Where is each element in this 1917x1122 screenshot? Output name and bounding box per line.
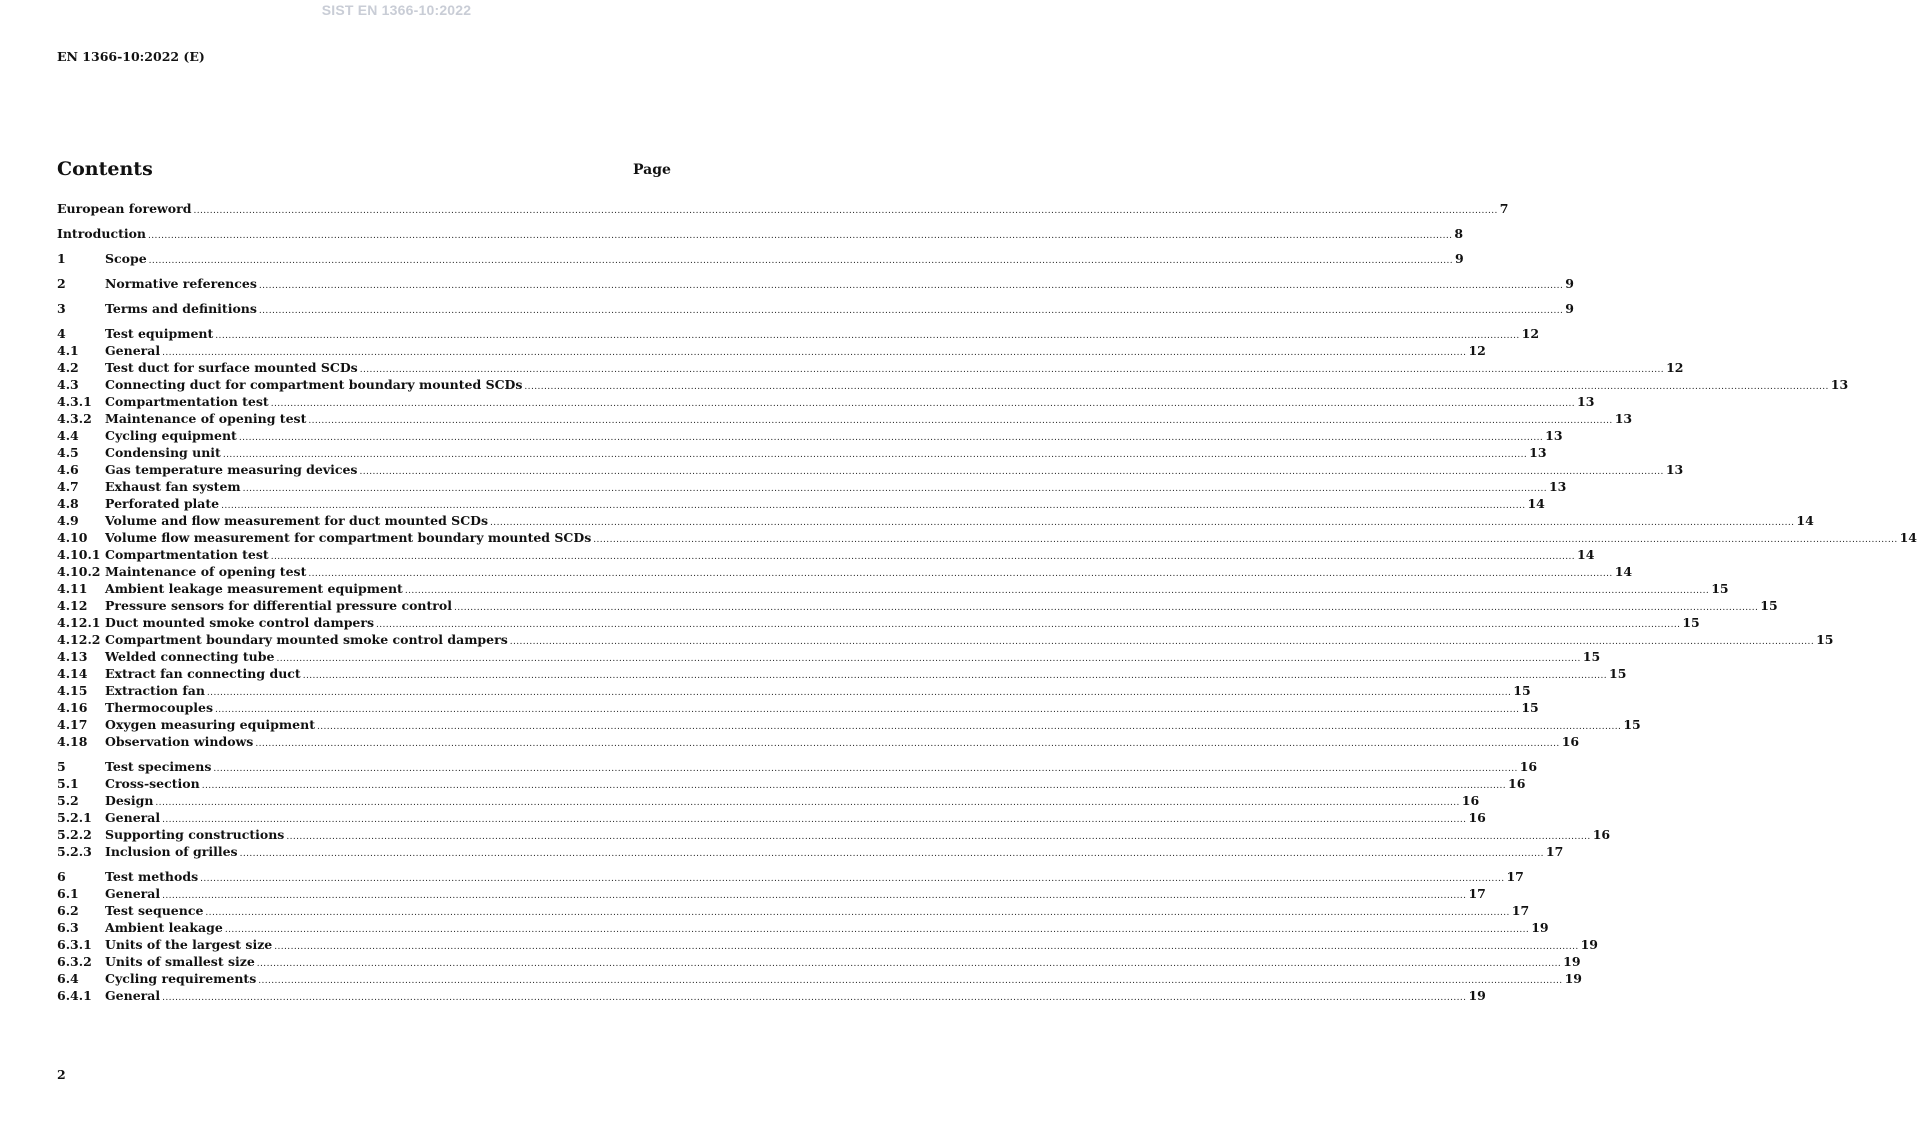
toc-dot-leader: ................................................................................................................................................................................................................................................................................................................................................................................................................ [200,874,1505,884]
toc-entry-title: Connecting duct for compartment boundary mounted SCDs [105,377,523,392]
toc-entry-title: Cross-section [105,776,200,791]
toc-entry-page: 7 [1499,201,1509,216]
toc-entry[interactable] [57,843,1564,860]
toc-entry[interactable] [57,665,1627,682]
toc-entry[interactable] [57,359,1684,376]
toc-entry-number: 4.5 [57,445,79,460]
toc-entry-number: 4.7 [57,479,79,494]
toc-entry-title: Cycling equipment [105,428,237,443]
toc-entry-number: 4.16 [57,700,88,715]
toc-entry-number: 5.2.1 [57,810,92,825]
toc-entry-title: Compartment boundary mounted smoke control dampers [105,632,508,647]
toc-entry-number: 4.15 [57,683,88,698]
toc-dot-leader: ................................................................................................................................................................................................................................................................................................................................................................................................................ [213,764,1518,774]
toc-entry-title: Oxygen measuring equipment [105,717,315,732]
toc-entry[interactable] [57,546,1595,563]
toc-entry[interactable] [57,919,1549,936]
toc-entry[interactable] [57,987,1486,1004]
toc-entry-number: 4.10.1 [57,547,101,562]
toc-entry[interactable] [57,300,1574,317]
toc-entry-number: 5.2 [57,793,79,808]
toc-group [57,868,1599,1004]
toc-entry-page: 16 [1592,827,1611,842]
toc-entry-page: 8 [1454,226,1464,241]
toc-entry-page: 13 [1548,479,1567,494]
toc-entry-number: 4.9 [57,513,79,528]
toc-entry-title: General [105,343,161,358]
toc-dot-leader: ................................................................................................................................................................................................................................................................................................................................................................................................................ [509,637,1815,647]
toc-dot-leader: ................................................................................................................................................................................................................................................................................................................................................................................................................ [359,467,1664,477]
toc-entry-page: 15 [1623,717,1641,732]
toc-entry-page: 9 [1565,301,1574,316]
toc-entry-title: Introduction [57,226,147,241]
toc-entry-page: 16 [1508,776,1526,791]
toc-dot-leader: ................................................................................................................................................................................................................................................................................................................................................................................................................ [376,620,1681,630]
toc-dot-leader: ................................................................................................................................................................................................................................................................................................................................................................................................................ [242,484,1547,494]
toc-entry-number: 4.12.2 [57,632,101,647]
toc-entry-page: 17 [1511,903,1530,918]
toc-dot-leader: ................................................................................................................................................................................................................................................................................................................................................................................................................ [270,552,1576,562]
toc-entry-number: 6.4.1 [57,988,92,1003]
toc-dot-leader: ................................................................................................................................................................................................................................................................................................................................................................................................................ [215,705,1520,715]
toc-entry-page: 14 [1527,496,1545,511]
toc-dot-leader: ................................................................................................................................................................................................................................................................................................................................................................................................................ [206,688,1512,698]
document-id: EN 1366-10:2022 (E) [57,49,205,64]
toc-entry-page: 19 [1564,971,1582,986]
toc-entry[interactable] [57,792,1480,809]
toc-entry-number: 6.4 [57,971,79,986]
toc-entry-title: Maintenance of opening test [105,564,307,579]
toc-entry[interactable] [57,512,1814,529]
toc-entry-page: 13 [1614,411,1633,426]
toc-dot-leader: ................................................................................................................................................................................................................................................................................................................................................................................................................ [205,908,1510,918]
toc-entry-page: 13 [1529,445,1547,460]
toc-dot-leader: ................................................................................................................................................................................................................................................................................................................................................................................................................ [162,815,1467,825]
toc-entry-number: 4.14 [57,666,88,681]
toc-entry[interactable] [57,200,1509,217]
toc-entry-number: 6.3.2 [57,954,92,969]
toc-dot-leader: ................................................................................................................................................................................................................................................................................................................................................................................................................ [148,231,1453,241]
toc-entry-number: 4 [57,326,66,341]
toc-entry[interactable] [57,809,1486,826]
toc-entry-page: 19 [1531,920,1549,935]
toc-dot-leader: ................................................................................................................................................................................................................................................................................................................................................................................................................ [308,416,1613,426]
toc-entry[interactable] [57,427,1563,444]
toc-entry-title: Exhaust fan system [105,479,241,494]
toc-entry-title: Compartmentation test [105,394,269,409]
toc-dot-leader: ................................................................................................................................................................................................................................................................................................................................................................................................................ [359,365,1665,375]
toc-entry-page: 16 [1561,734,1580,749]
toc-entry-number: 4.4 [57,428,79,443]
toc-entry-page: 15 [1816,632,1834,647]
toc-entry[interactable] [57,868,1524,885]
toc-entry-page: 15 [1760,598,1778,613]
toc-entry-number: 4.1 [57,343,79,358]
toc-entry[interactable] [57,885,1486,902]
toc-dot-leader: ................................................................................................................................................................................................................................................................................................................................................................................................................ [258,306,1564,316]
toc-entry-title: European foreword [57,201,192,216]
toc-entry-title: Maintenance of opening test [105,411,307,426]
toc-entry-number: 4.12.1 [57,615,101,630]
toc-entry-page: 15 [1711,581,1729,596]
toc-entry-number: 5.2.2 [57,827,92,842]
toc-dot-leader: ................................................................................................................................................................................................................................................................................................................................................................................................................ [270,399,1576,409]
toc-entry-page: 13 [1830,377,1849,392]
toc-entry[interactable] [57,682,1531,699]
toc-entry-title: Condensing unit [105,445,221,460]
toc-entry-number: 4.12 [57,598,88,613]
toc-entry-title: Units of the largest size [105,937,273,952]
toc-entry-page: 12 [1468,343,1486,358]
toc-entry-title: Test equipment [105,326,214,341]
toc-dot-leader: ................................................................................................................................................................................................................................................................................................................................................................................................................ [255,739,1560,749]
toc-dot-leader: ................................................................................................................................................................................................................................................................................................................................................................................................................ [258,281,1564,291]
toc-entry[interactable] [57,563,1633,580]
toc-group [57,758,1611,860]
toc-group [57,275,1574,292]
toc-entry-title: Volume and flow measurement for duct mounted SCDs [105,513,489,528]
toc-entry[interactable] [57,580,1729,597]
toc-entry-title: Scope [105,251,147,266]
toc-entry-number: 5.1 [57,776,79,791]
toc-entry-title: Design [105,793,154,808]
toc-dot-leader: ................................................................................................................................................................................................................................................................................................................................................................................................................ [276,654,1581,664]
page-column-heading: Page [633,162,671,178]
toc-dot-leader: ................................................................................................................................................................................................................................................................................................................................................................................................................ [258,976,1563,986]
toc-entry-number: 3 [57,301,66,316]
toc-entry-number: 4.17 [57,717,88,732]
toc-entry-number: 4.3.1 [57,394,92,409]
toc-entry-page: 14 [1796,513,1814,528]
toc-entry-page: 19 [1468,988,1486,1003]
toc-dot-leader: ................................................................................................................................................................................................................................................................................................................................................................................................................ [239,849,1544,859]
toc-entry-page: 15 [1609,666,1627,681]
toc-entry-page: 17 [1506,869,1524,884]
toc-dot-leader: ................................................................................................................................................................................................................................................................................................................................................................................................................ [302,671,1608,681]
toc-entry-page: 16 [1519,759,1538,774]
toc-entry-page: 14 [1899,530,1917,545]
toc-entry[interactable] [57,444,1547,461]
toc-entry-title: Terms and definitions [105,301,257,316]
toc-entry[interactable] [57,250,1464,267]
toc-entry-title: General [105,988,161,1003]
toc-entry[interactable] [57,648,1601,665]
toc-entry-title: Welded connecting tube [105,649,275,664]
toc-entry-number: 1 [57,251,66,266]
toc-entry-number: 6.3 [57,920,79,935]
toc-entry[interactable] [57,597,1778,614]
toc-entry-title: Cycling requirements [105,971,257,986]
toc-group [57,300,1574,317]
toc-entry[interactable] [57,902,1530,919]
toc-entry-title: Test sequence [105,903,204,918]
toc-entry-title: Ambient leakage [105,920,223,935]
toc-entry-page: 14 [1577,547,1595,562]
toc-entry-title: Test methods [105,869,199,884]
toc-entry[interactable] [57,410,1633,427]
toc-dot-leader: ................................................................................................................................................................................................................................................................................................................................................................................................................ [238,433,1544,443]
toc-entry-number: 6 [57,869,66,884]
toc-entry-number: 4.10.2 [57,564,101,579]
toc-entry-page: 15 [1521,700,1539,715]
toc-entry-title: Test specimens [105,759,212,774]
toc-dot-leader: ................................................................................................................................................................................................................................................................................................................................................................................................................ [162,891,1467,901]
toc-entry-title: Test duct for surface mounted SCDs [105,360,358,375]
page-number: 2 [57,1067,66,1082]
toc-entry[interactable] [57,733,1580,750]
toc-dot-leader: ................................................................................................................................................................................................................................................................................................................................................................................................................ [274,942,1579,952]
toc-entry-title: Normative references [105,276,257,291]
toc-entry[interactable] [57,342,1486,359]
toc-dot-leader: ................................................................................................................................................................................................................................................................................................................................................................................................................ [404,586,1710,596]
toc-entry-number: 4.3.2 [57,411,92,426]
toc-dot-leader: ................................................................................................................................................................................................................................................................................................................................................................................................................ [316,722,1622,732]
toc-dot-leader: ................................................................................................................................................................................................................................................................................................................................................................................................................ [162,348,1467,358]
toc-entry-page: 19 [1580,937,1599,952]
toc-entry-number: 6.1 [57,886,79,901]
toc-entry[interactable] [57,529,1917,546]
toc-entry[interactable] [57,614,1700,631]
toc-dot-leader: ................................................................................................................................................................................................................................................................................................................................................................................................................ [162,993,1467,1003]
toc-dot-leader: ................................................................................................................................................................................................................................................................................................................................................................................................................ [453,603,1759,613]
toc-dot-leader: ................................................................................................................................................................................................................................................................................................................................................................................................................ [593,535,1898,545]
toc-entry[interactable] [57,495,1545,512]
toc-dot-leader: ................................................................................................................................................................................................................................................................................................................................................................................................................ [256,959,1562,969]
toc-entry-title: General [105,886,161,901]
toc-entry-page: 9 [1455,251,1464,266]
toc-group [57,200,1509,217]
toc-entry-number: 4.11 [57,581,88,596]
toc-entry[interactable] [57,275,1574,292]
toc-entry[interactable] [57,376,1849,393]
toc-entry-page: 16 [1461,793,1480,808]
toc-entry-title: Ambient leakage measurement equipment [105,581,403,596]
toc-entry-page: 12 [1666,360,1684,375]
toc-entry-page: 15 [1582,649,1601,664]
toc-dot-leader: ................................................................................................................................................................................................................................................................................................................................................................................................................ [201,781,1507,791]
toc-entry-number: 4.10 [57,530,88,545]
toc-dot-leader: ................................................................................................................................................................................................................................................................................................................................................................................................................ [286,832,1591,842]
toc-group [57,325,1917,750]
toc-entry-number: 4.3 [57,377,79,392]
toc-entry-number: 4.13 [57,649,88,664]
toc-dot-leader: ................................................................................................................................................................................................................................................................................................................................................................................................................ [148,256,1454,266]
toc-dot-leader: ................................................................................................................................................................................................................................................................................................................................................................................................................ [193,206,1498,216]
toc-entry-title: Perforated plate [105,496,220,511]
toc-dot-leader: ................................................................................................................................................................................................................................................................................................................................................................................................................ [524,382,1829,392]
toc-entry-title: Supporting constructions [105,827,285,842]
toc-entry[interactable] [57,325,1540,342]
toc-entry-title: Volume flow measurement for compartment boundary mounted SCDs [105,530,592,545]
toc-entry-page: 15 [1513,683,1531,698]
toc-entry-title: Extract fan connecting duct [105,666,301,681]
toc-entry-title: Inclusion of grilles [105,844,238,859]
toc-dot-leader: ................................................................................................................................................................................................................................................................................................................................................................................................................ [215,331,1520,341]
toc-group [57,250,1464,267]
table-of-contents [57,200,1917,1012]
toc-group [57,225,1464,242]
toc-entry-page: 16 [1468,810,1486,825]
toc-entry-number: 6.3.1 [57,937,92,952]
toc-entry[interactable] [57,970,1582,987]
toc-entry-title: Gas temperature measuring devices [105,462,358,477]
toc-entry-title: Pressure sensors for differential pressure control [105,598,452,613]
toc-entry[interactable] [57,225,1464,242]
toc-entry-number: 4.8 [57,496,79,511]
toc-entry[interactable] [57,393,1595,410]
toc-entry-title: Duct mounted smoke control dampers [105,615,375,630]
toc-entry[interactable] [57,699,1539,716]
toc-entry-title: Thermocouples [105,700,214,715]
toc-entry[interactable] [57,461,1684,478]
toc-entry-page: 17 [1468,886,1486,901]
toc-entry-page: 17 [1545,844,1564,859]
toc-entry-number: 4.6 [57,462,79,477]
toc-entry[interactable] [57,716,1641,733]
toc-entry-page: 13 [1545,428,1563,443]
toc-entry[interactable] [57,478,1567,495]
toc-entry[interactable] [57,826,1611,843]
toc-entry[interactable] [57,953,1581,970]
toc-entry-number: 5.2.3 [57,844,92,859]
toc-entry-title: Extraction fan [105,683,205,698]
toc-entry-title: General [105,810,161,825]
toc-dot-leader: ................................................................................................................................................................................................................................................................................................................................................................................................................ [490,518,1795,528]
toc-dot-leader: ................................................................................................................................................................................................................................................................................................................................................................................................................ [222,450,1528,460]
toc-entry-number: 5 [57,759,66,774]
toc-entry-title: Observation windows [105,734,254,749]
toc-entry-number: 2 [57,276,66,291]
toc-dot-leader: ................................................................................................................................................................................................................................................................................................................................................................................................................ [224,925,1530,935]
toc-entry[interactable] [57,758,1538,775]
toc-entry-page: 9 [1565,276,1574,291]
toc-entry-title: Units of smallest size [105,954,255,969]
toc-entry-page: 15 [1682,615,1700,630]
toc-entry-page: 14 [1614,564,1633,579]
toc-entry-number: 6.2 [57,903,79,918]
contents-heading: Contents [57,158,153,180]
toc-entry[interactable] [57,631,1834,648]
toc-entry-page: 12 [1521,326,1540,341]
watermark: SIST EN 1366-10:2022 [321,2,472,18]
toc-entry[interactable] [57,775,1526,792]
toc-entry-title: Compartmentation test [105,547,269,562]
toc-dot-leader: ................................................................................................................................................................................................................................................................................................................................................................................................................ [155,798,1460,808]
toc-entry-number: 4.2 [57,360,79,375]
toc-entry[interactable] [57,936,1599,953]
toc-entry-number: 4.18 [57,734,88,749]
toc-entry-page: 13 [1577,394,1595,409]
toc-dot-leader: ................................................................................................................................................................................................................................................................................................................................................................................................................ [221,501,1526,511]
toc-dot-leader: ................................................................................................................................................................................................................................................................................................................................................................................................................ [308,569,1613,579]
toc-entry-page: 19 [1563,954,1581,969]
toc-entry-page: 13 [1665,462,1684,477]
